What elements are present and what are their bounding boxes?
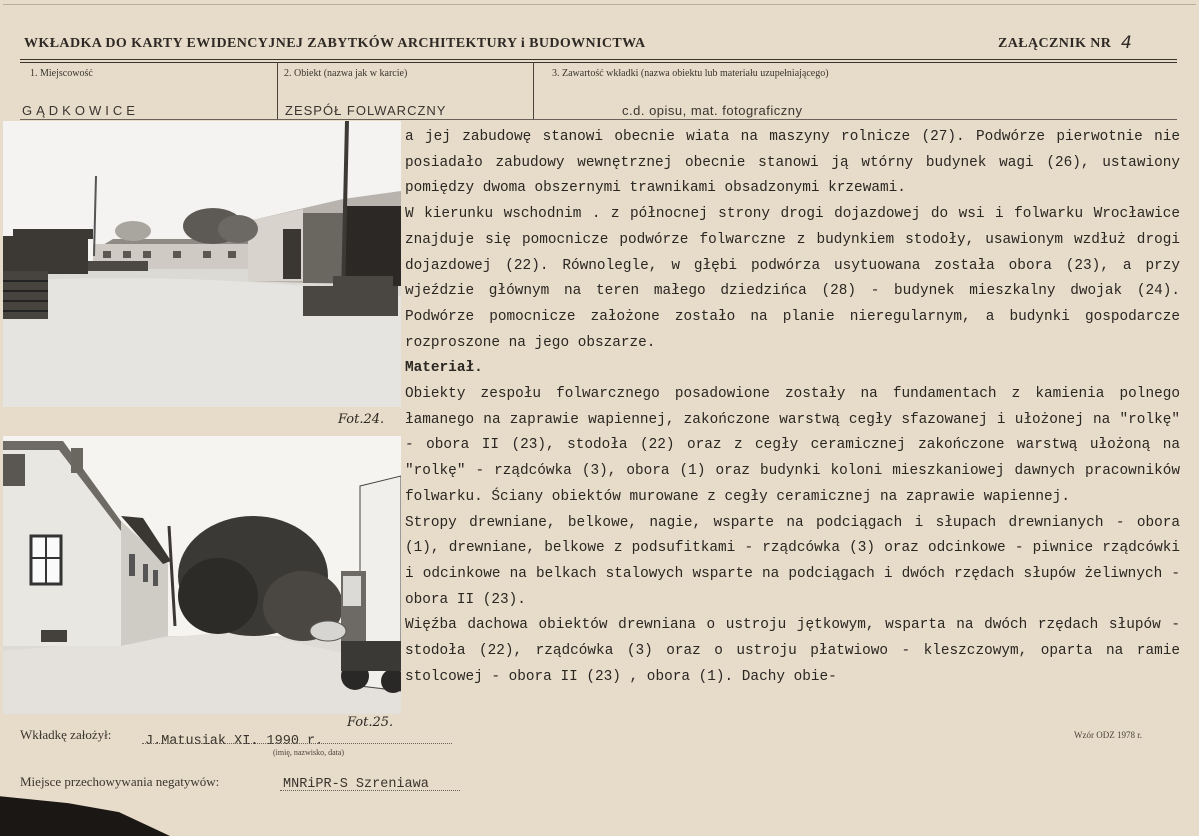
content-value: c.d. opisu, mat. fotograficzny [622,103,803,118]
created-by-value: J.Matusiak XI. 1990 r. [145,734,324,749]
negatives-line [280,790,460,791]
field-divider-2 [533,62,534,119]
description-text [405,125,1180,690]
locality-value: GĄDKOWICE [22,103,139,118]
description-paragraph-4: Stropy drewniane, belkowe, nagie, wsparte na podciągach i słupach drewnianych - obora (1), drewniane, belkowe z podsufitkami - rządcówka (3) oraz odcinkowe - piwnice rządcówki i odcinkowe na belkach stalowych wsparte na podciągach i dwóch rzędach słupów żeliwnych - obora II (23). [405,514,1180,608]
photo-farmyard-caption: Fot.24. [338,412,385,427]
card-title: WKŁADKA DO KARTY EWIDENCYJNEJ ZABYTKÓW ARCHITEKTURY i BUDOWNICTWA [24,36,646,51]
annex-label: ZAŁĄCZNIK NR [998,36,1112,51]
description-paragraph-2: W kierunku wschodnim . z północnej strony drogi dojazdowej do wsi i folwarku Wrocławice znajduje się pomocnicze podwórze folwarczne z budynkiem stodoły, usawionym wzdłuż drogi dojazdowej (22). Równolegle, w głębi podwórza usytuowana została obora (23), a przy wjeździe głównym na teren małego dziedzińca (28) - budynek mieszkalny dwojak (24). Podwórze pomocnicze założone zostało na planie nieregularnym, a budynki gospodarcze rozproszone na jego obszarze. [405,206,1180,351]
locality-label: 1. Miejscowość [30,68,93,79]
photo-farmyard [3,121,401,407]
torn-corner [0,783,170,836]
fields-bottom-rule [20,119,1177,120]
created-by-label: Wkładkę założył: [20,727,112,742]
photo-manor-house [3,436,401,714]
header-rule [20,59,1177,63]
annex-number: 4 [1121,33,1132,53]
description-paragraph-3: Obiekty zespołu folwarcznego posadowione zostały na fundamentach z kamienia polnego łamanego na zaprawie wapiennej, zakończone warstwą cegły sfazowanej i ułożonej na "rolkę" - obora II (23), stodoła (22) oraz z cegły ceramicznej zakończone warstwą ułożoną na "rolkę" - rządcówka (3), obora (1) oraz budynki koloni mieszkaniowej dawnych pracowników folwarku. Ściany obiektów murowane z cegły ceramicznej na zaprawie wapiennej. [405,386,1180,505]
photo-manor-house-caption: Fot.25. [347,715,394,730]
top-border [3,4,1196,5]
created-by-hint: (imię, nazwisko, data) [273,748,345,757]
photo-farmyard-image [3,121,401,407]
description-paragraph-5: Więźba dachowa obiektów drewniana o ustroju jętkowym, wsparta na dwóch rzędach słupów - stodoła (22), rządcówka (3) oraz o ustroju płatwiowo - kleszczowym, oparta na ramie stolcowej - obora II (23) , obora (1). Dachy obie- [405,617,1180,685]
created-by-line [142,743,452,744]
description-paragraph-1: a jej zabudowę stanowi obecnie wiata na maszyny rolnicze (27). Podwórze pierwotnie nie posiadało zabudowy wewnętrznej obecnie stanowi ją wtórny budynek wagi (26), ustawiony pomiędzy dwoma obszernymi trawnikami obsadzonymi krzewami. [405,129,1180,197]
negatives-label: Miejsce przechowywania negatywów: [20,774,220,789]
material-heading: Materiał. [405,360,483,377]
negatives-value: MNRiPR-S Szreniawa [283,777,429,792]
photo-manor-house-image [3,436,401,714]
field-divider-1 [277,62,278,119]
object-value: ZESPÓŁ FOLWARCZNY [285,103,447,118]
content-label: 3. Zawartość wkładki (nazwa obiektu lub materiału uzupełniającego) [552,68,829,79]
object-label: 2. Obiekt (nazwa jak w karcie) [284,68,408,79]
template-version: Wzór ODZ 1978 r. [1074,730,1142,740]
